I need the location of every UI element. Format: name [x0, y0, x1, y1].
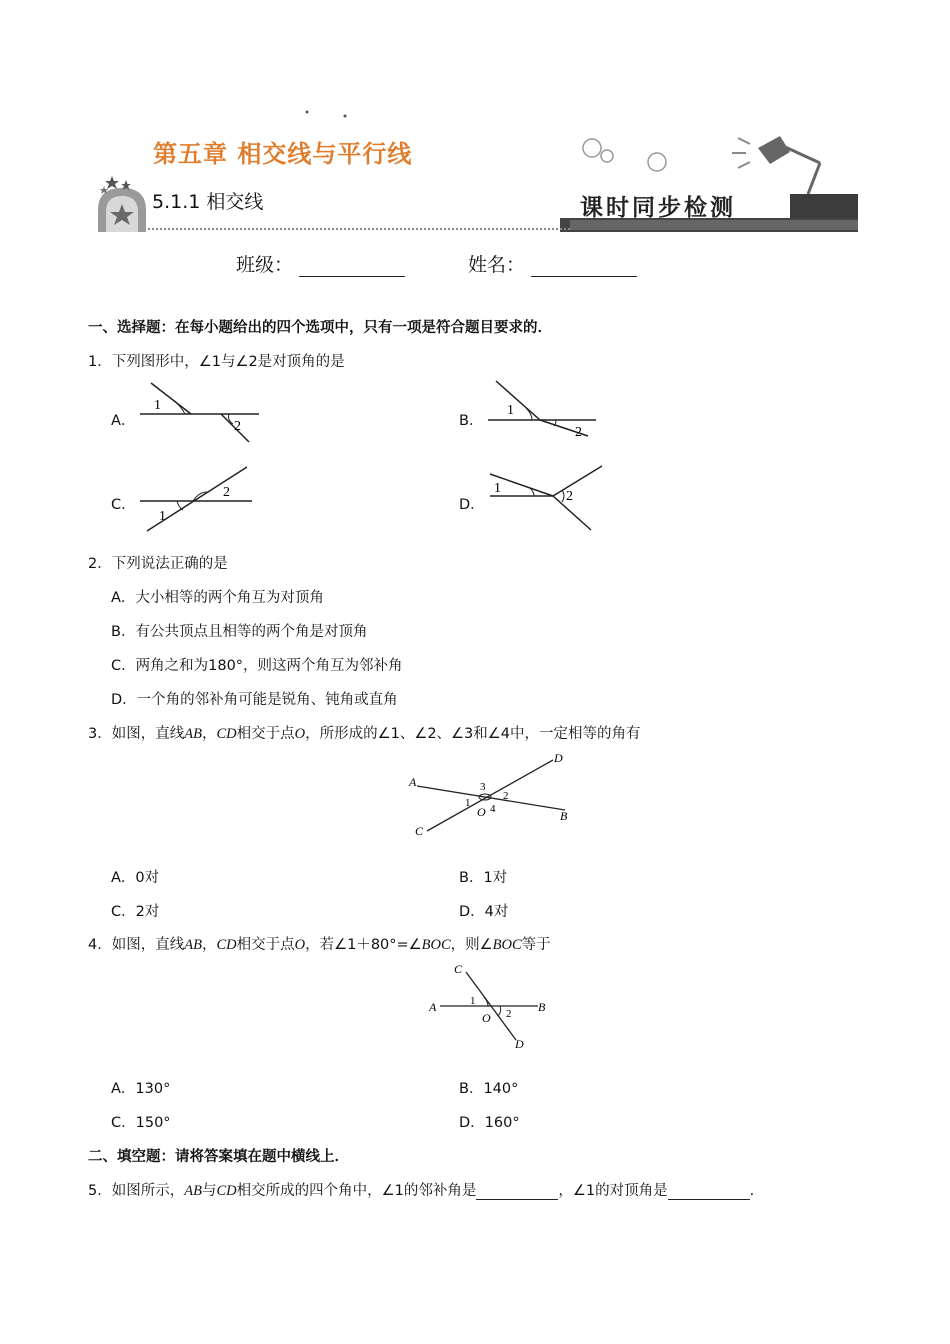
- q3-stem: 3．如图，直线AB，CD相交于点O，所形成的∠1、∠2、∠3和∠4中，一定相等的角有: [88, 726, 641, 742]
- q3-angle-4: 4: [490, 803, 496, 815]
- q4-angle-2: 2: [506, 1008, 512, 1020]
- q3-angle-3: 3: [480, 781, 486, 793]
- q3-label-d: D: [554, 751, 563, 765]
- name-label: 姓名：: [468, 254, 526, 276]
- q5-blank-2[interactable]: [668, 1185, 750, 1200]
- name-field: [468, 250, 637, 277]
- q1-option-b[interactable]: B．: [459, 413, 484, 429]
- q3-figure: [403, 748, 583, 840]
- q4-option-d[interactable]: D．160°: [459, 1115, 520, 1131]
- q1b-angle-1: 1: [507, 403, 514, 418]
- section2-heading: 二、填空题：请将答案填在题中横线上．: [88, 1149, 349, 1165]
- q3-label-b: B: [560, 809, 568, 823]
- q1a-angle-1: 1: [154, 398, 161, 413]
- q4-label-o: O: [482, 1011, 491, 1025]
- class-label: 班级：: [236, 254, 294, 276]
- q3-label-o: O: [477, 805, 486, 819]
- q3-option-a[interactable]: A．0对: [111, 870, 160, 886]
- q4-label-a: A: [429, 1000, 437, 1014]
- q1-stem: 1．下列图形中，∠1与∠2是对顶角的是: [88, 354, 345, 370]
- q3-angle-1: 1: [465, 797, 471, 809]
- class-field: [236, 250, 405, 277]
- q3-option-d[interactable]: D．4对: [459, 904, 509, 920]
- q2-stem: 2．下列说法正确的是: [88, 556, 228, 572]
- q1-option-c[interactable]: C．: [111, 497, 136, 513]
- q1c-angle-1: 1: [159, 509, 166, 524]
- q4-label-b: B: [538, 1000, 546, 1014]
- q2-option-b[interactable]: B．有公共顶点且相等的两个角是对顶角: [111, 624, 368, 640]
- q3-option-b[interactable]: B．1对: [459, 870, 508, 886]
- q4-angle-1: 1: [470, 995, 476, 1007]
- q4-label-c: C: [454, 962, 463, 976]
- q4-stem: 4．如图，直线AB，CD相交于点O，若∠1＋80°=∠BOC，则∠BOC等于: [88, 937, 551, 953]
- star-badge-icon: [98, 176, 146, 232]
- q1-option-d[interactable]: D．: [459, 497, 485, 513]
- chapter-title: 第五章 相交线与平行线: [153, 140, 413, 168]
- q3-label-a: A: [409, 775, 417, 789]
- section1-heading: 一、选择题：在每小题给出的四个选项中，只有一项是符合题目要求的．: [88, 320, 552, 336]
- q4-option-c[interactable]: C．150°: [111, 1115, 171, 1131]
- q1-figure-d: [484, 462, 609, 537]
- q1b-angle-2: 2: [575, 425, 582, 440]
- q4-figure: [424, 960, 554, 1052]
- sync-label: 课时同步检测: [580, 194, 736, 221]
- q1-figure-c: [135, 462, 260, 537]
- q2-option-c[interactable]: C．两角之和为180°，则这两个角互为邻补角: [111, 658, 403, 674]
- q4-label-d: D: [515, 1037, 524, 1051]
- q3-angle-2: 2: [503, 790, 509, 802]
- q1-figure-b: [484, 376, 604, 446]
- q1d-angle-1: 1: [494, 481, 501, 496]
- section-title: 5.1.1 相交线: [152, 191, 264, 213]
- q1a-angle-2: 2: [234, 419, 241, 434]
- q1c-angle-2: 2: [223, 485, 230, 500]
- q4-option-a[interactable]: A．130°: [111, 1081, 171, 1097]
- q4-option-b[interactable]: B．140°: [459, 1081, 519, 1097]
- class-blank[interactable]: [299, 258, 405, 277]
- q1-figure-a: [135, 376, 265, 446]
- name-blank[interactable]: [531, 258, 637, 277]
- q2-option-d[interactable]: D．一个角的邻补角可能是锐角、钝角或直角: [111, 692, 398, 708]
- q2-option-a[interactable]: A．大小相等的两个角互为对顶角: [111, 590, 324, 606]
- lamp-icon: [732, 136, 820, 194]
- q1-option-a[interactable]: A．: [111, 413, 136, 429]
- q1d-angle-2: 2: [566, 489, 573, 504]
- q3-option-c[interactable]: C．2对: [111, 904, 160, 920]
- q5-blank-1[interactable]: [476, 1185, 558, 1200]
- q3-label-c: C: [415, 824, 424, 838]
- banner-graphic: [90, 108, 865, 236]
- q5-stem: 5．如图所示，AB与CD相交所成的四个角中，∠1的邻补角是 ，∠1的对顶角是 .: [88, 1183, 755, 1199]
